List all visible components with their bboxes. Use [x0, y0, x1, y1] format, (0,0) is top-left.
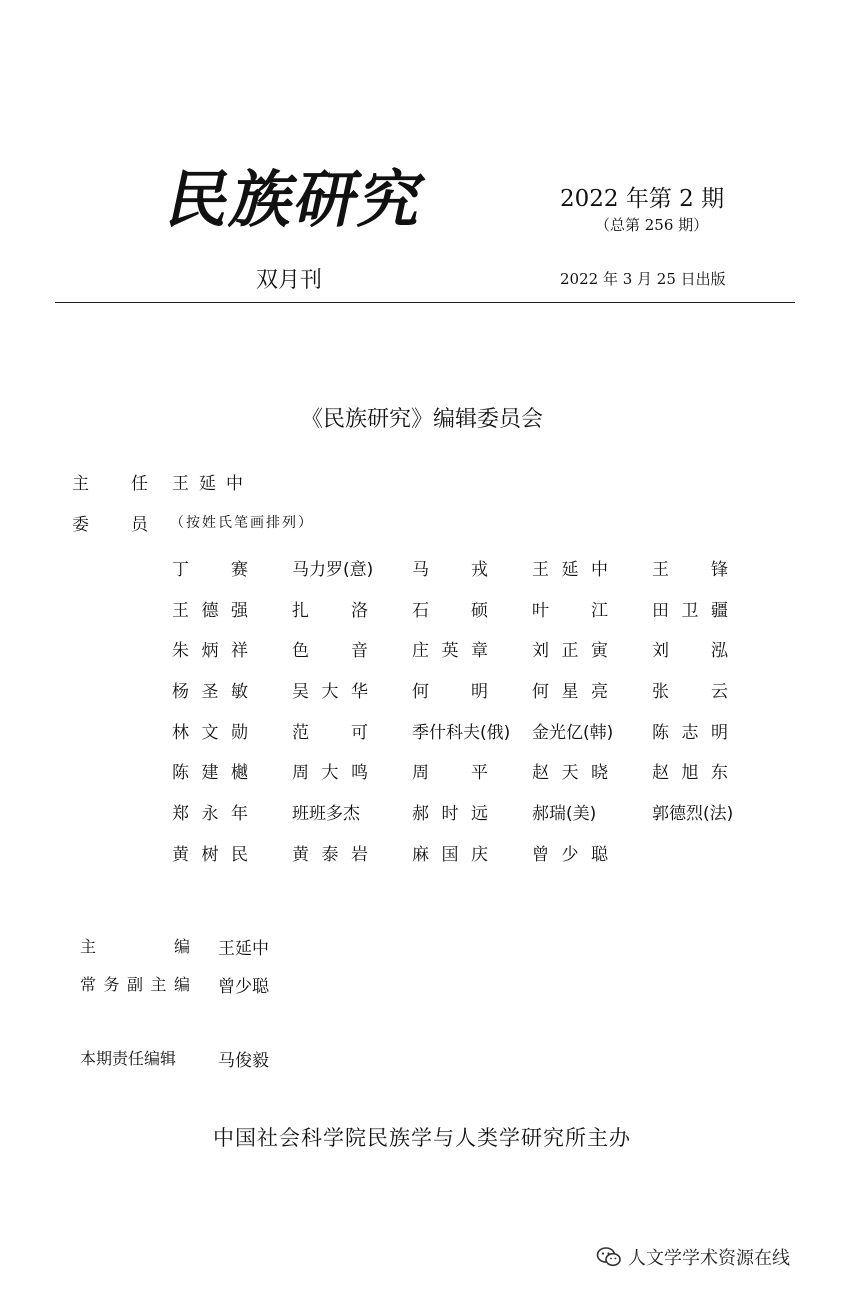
members-row — [172, 791, 772, 832]
editorial-board-title: 《民族研究》编辑委员会 — [300, 407, 543, 432]
deputy-editor-label: 常 务 副 主 编 — [80, 975, 190, 994]
members-row — [172, 750, 772, 791]
member-name: 范 可 — [292, 722, 368, 743]
member-name: 庄 英 章 — [412, 641, 488, 662]
member-name: 何 明 — [412, 681, 488, 702]
member-name: 赵 旭 东 — [652, 763, 728, 784]
member-name: 吴 大 华 — [292, 681, 368, 702]
issue-editor-label: 本期责任编辑 — [80, 1049, 177, 1068]
members-label: 委 员 — [72, 515, 148, 535]
members-note: （按姓氏笔画排列） — [170, 515, 314, 531]
member-name: 田 卫 疆 — [652, 600, 728, 621]
publish-date: 2022 年 3 月 25 日出版 — [560, 270, 726, 288]
member-name: 曾 少 聪 — [532, 844, 608, 865]
member-name: 杨 圣 敏 — [172, 681, 248, 702]
member-name: 王 延 中 — [532, 559, 608, 580]
member-name: 王 锋 — [652, 559, 728, 580]
member-name: 麻 国 庆 — [412, 844, 488, 865]
member-name: 何 星 亮 — [532, 681, 608, 702]
member-name: 马 戎 — [412, 559, 488, 580]
editor-in-chief-name: 王延中 — [218, 939, 269, 959]
director-name: 王延中 — [172, 474, 253, 494]
header-divider — [55, 302, 795, 303]
director-label: 主 任 — [72, 474, 148, 494]
member-name: 朱 炳 祥 — [172, 641, 248, 662]
wechat-icon — [596, 1246, 622, 1268]
member-name: 赵 天 晓 — [532, 763, 608, 784]
member-name: 张 云 — [652, 681, 728, 702]
members-row — [172, 588, 772, 629]
member-name: 郑 永 年 — [172, 803, 248, 824]
member-name: 班班多杰 — [292, 803, 360, 824]
member-name: 陈 建 樾 — [172, 763, 248, 784]
member-name: 金光亿(韩) — [532, 722, 614, 743]
journal-logo: 民族研究 — [160, 163, 433, 236]
member-name: 叶 江 — [532, 600, 608, 621]
member-name: 扎 洛 — [292, 600, 368, 621]
deputy-editor-name: 曾少聪 — [218, 977, 269, 997]
issue-number: 2022 年第 2 期 — [560, 186, 725, 212]
members-row — [172, 832, 772, 873]
member-name: 黄 泰 岩 — [292, 844, 368, 865]
member-name: 丁 赛 — [172, 559, 248, 580]
member-name: 马力罗(意) — [292, 559, 374, 580]
editor-in-chief-label: 主 编 — [80, 937, 190, 956]
member-name: 刘 正 寅 — [532, 641, 608, 662]
member-name: 王 德 强 — [172, 600, 248, 621]
publication-frequency: 双月刊 — [256, 268, 323, 293]
member-name: 郭德烈(法) — [652, 803, 734, 824]
watermark-text: 人文学学术资源在线 — [628, 1248, 790, 1269]
members-row — [172, 669, 772, 710]
members-grid — [172, 547, 772, 873]
member-name: 周 平 — [412, 763, 488, 784]
member-name: 林 文 勋 — [172, 722, 248, 743]
member-name: 季什科夫(俄) — [412, 722, 511, 743]
members-row — [172, 710, 772, 751]
watermark — [596, 1244, 790, 1270]
host-institution: 中国社会科学院民族学与人类学研究所主办 — [213, 1126, 631, 1150]
member-name: 黄 树 民 — [172, 844, 248, 865]
member-name: 刘 泓 — [652, 641, 728, 662]
total-issue-number: （总第 256 期） — [595, 216, 709, 234]
member-name: 郝瑞(美) — [532, 803, 597, 824]
members-row — [172, 547, 772, 588]
members-row — [172, 628, 772, 669]
member-name: 郝 时 远 — [412, 803, 488, 824]
issue-editor-name: 马俊毅 — [218, 1051, 269, 1071]
member-name: 周 大 鸣 — [292, 763, 368, 784]
member-name: 石 硕 — [412, 600, 488, 621]
member-name: 陈 志 明 — [652, 722, 728, 743]
member-name: 色 音 — [292, 641, 368, 662]
